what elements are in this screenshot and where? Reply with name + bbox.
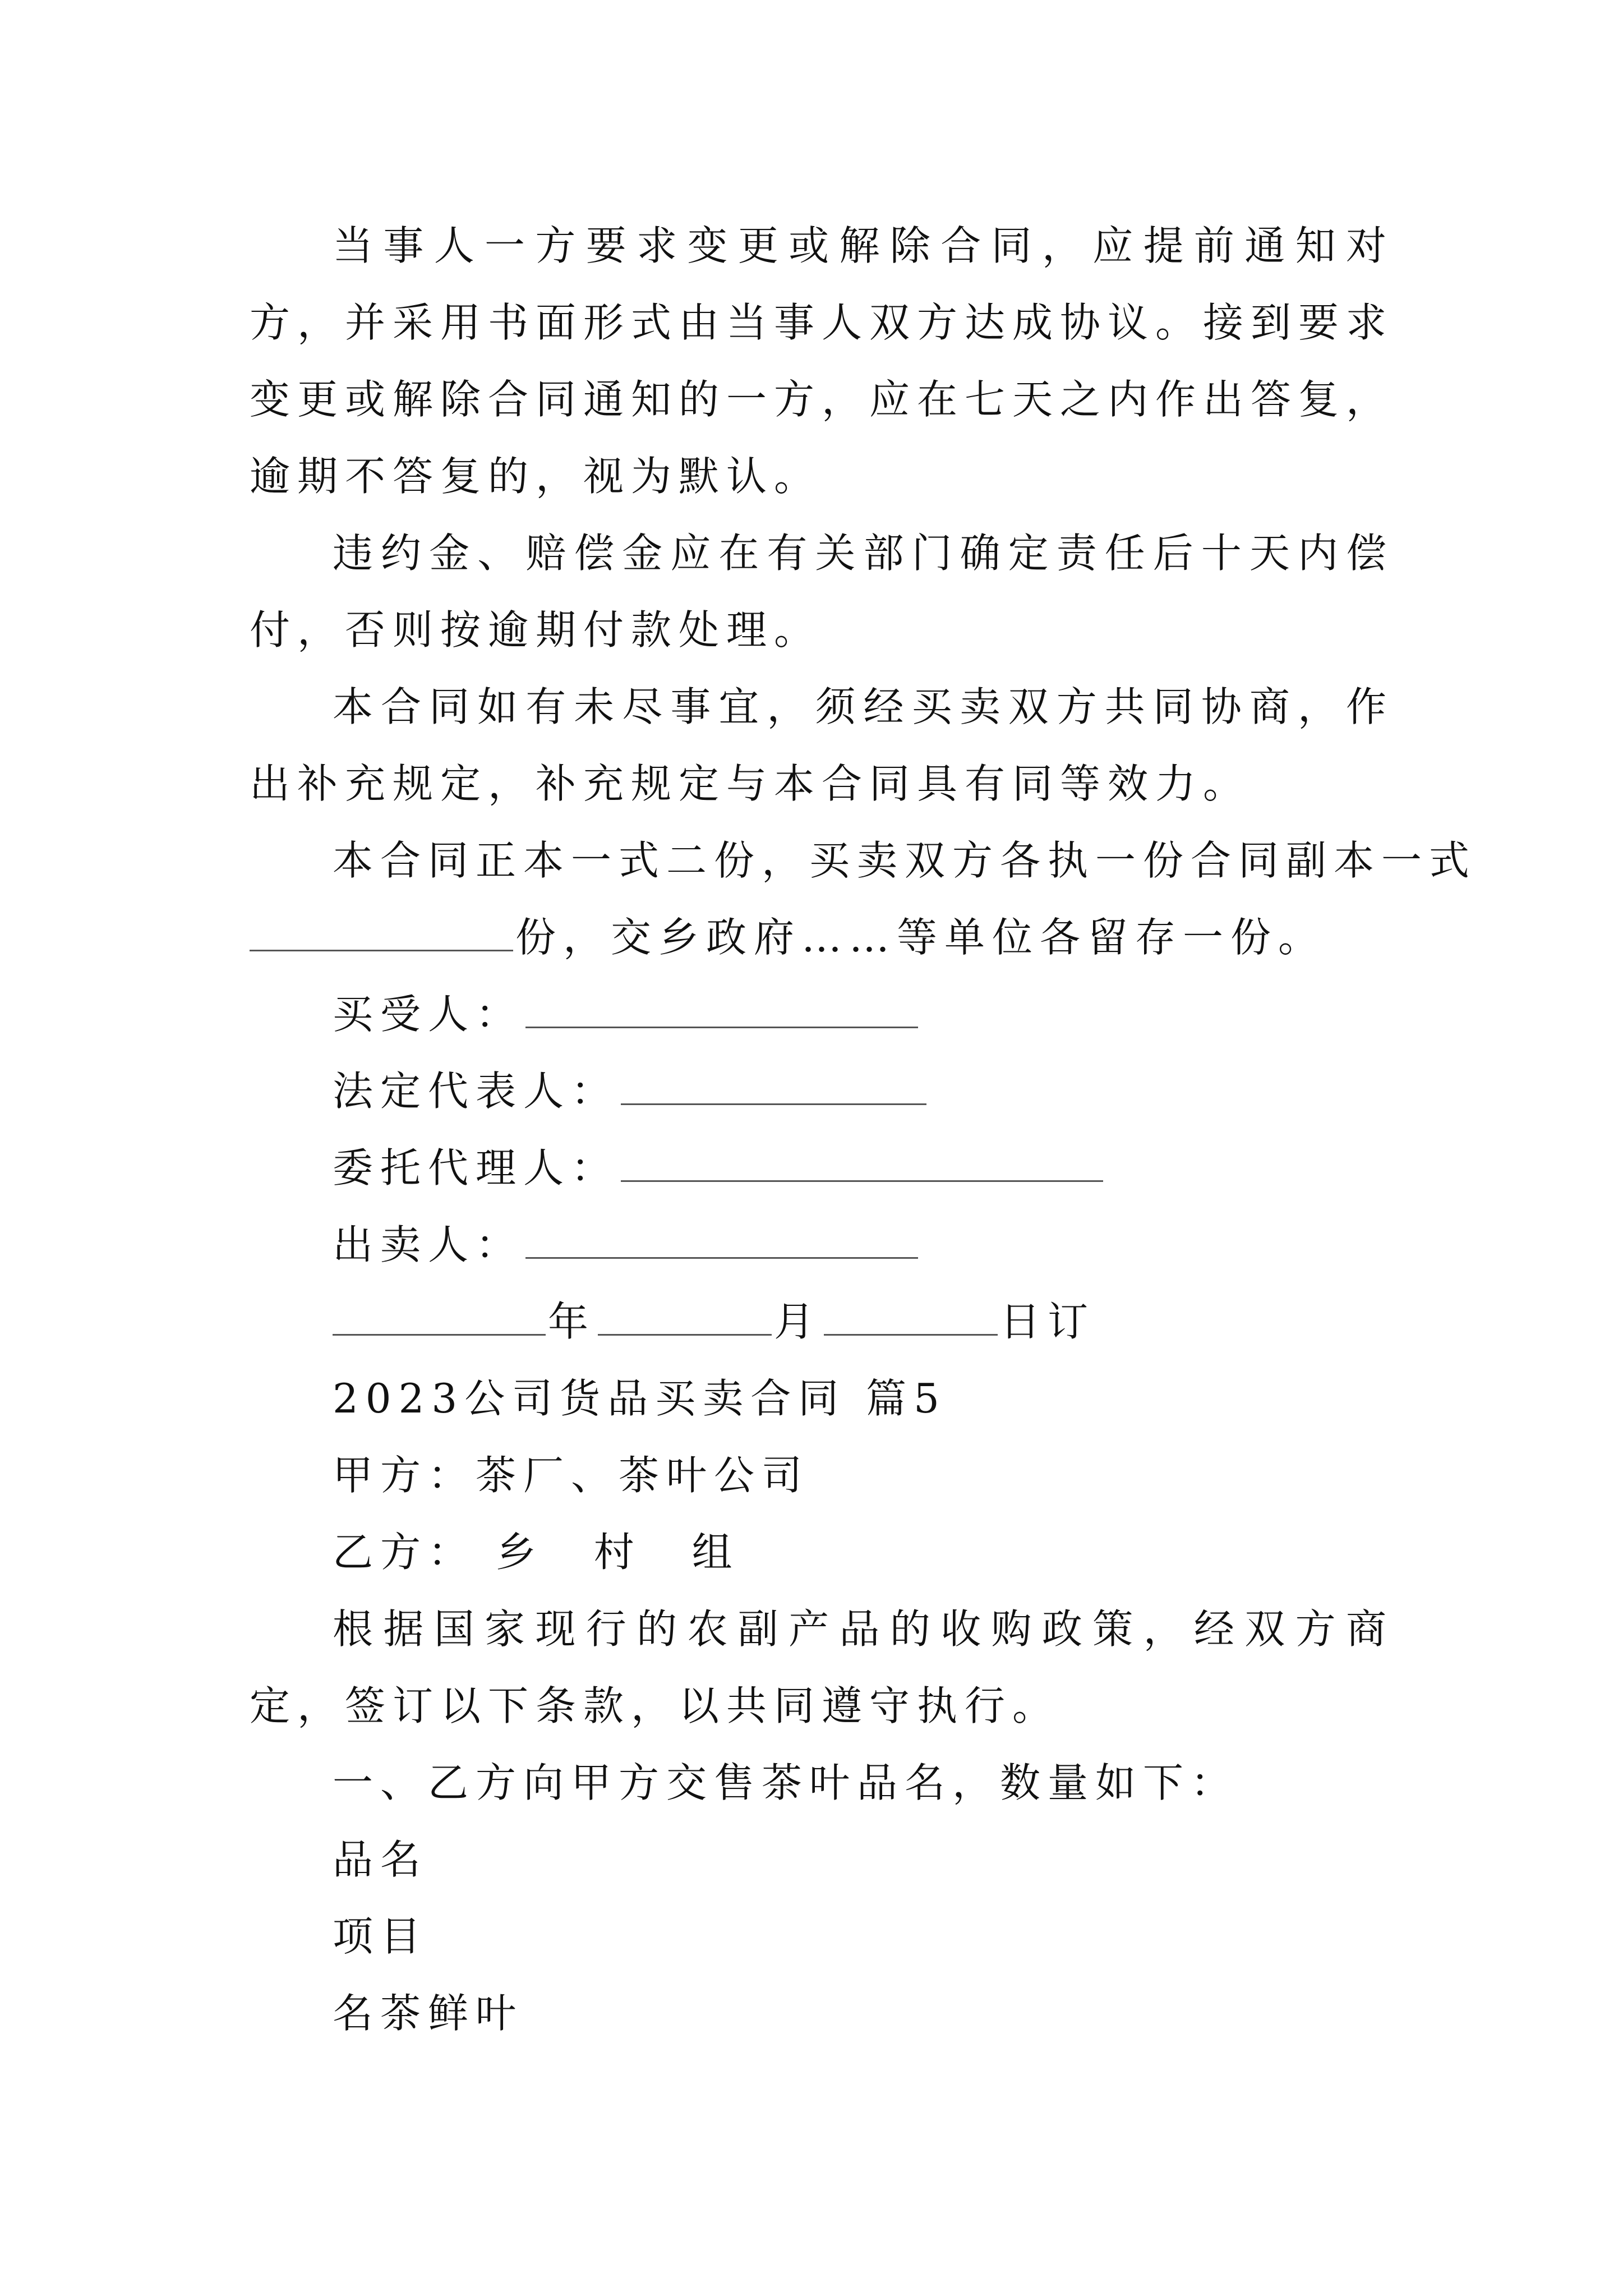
year-blank[interactable] [333, 1306, 546, 1336]
party-b-line [250, 1514, 1394, 1591]
day-blank[interactable] [824, 1306, 998, 1336]
item-fresh-leaf: 名茶鲜叶 [333, 1990, 524, 2037]
agent-blank[interactable] [621, 1152, 1103, 1182]
month-blank[interactable] [598, 1306, 772, 1336]
date-line [250, 1283, 1394, 1360]
item-product-name: 品名 [333, 1836, 428, 1883]
buyer-line [250, 976, 1394, 1053]
document-body [250, 208, 1477, 2052]
agent-line [250, 1130, 1394, 1207]
legal-rep-blank[interactable] [621, 1075, 926, 1105]
buyer-blank[interactable] [525, 999, 918, 1028]
copies-line2-text: 份，交乡政府……等单位各留存一份。 [515, 914, 1326, 961]
party-b-label: 乙方： [333, 1529, 476, 1576]
legal-rep-label: 法定代表人： [333, 1068, 619, 1115]
paragraph-contract-change: 当事人一方要求变更或解除合同，应提前通知对方，并采用书面形式由当事人双方达成协议。接到要求变更或解除合同通知的一方，应在七天之内作出答复，逾期不答复的，视为默认。 [250, 222, 1394, 500]
paragraph-copies-line1: 本合同正本一式二份，买卖双方各执一份合同副本一式 [333, 837, 1477, 884]
paragraph-copies-line2 [250, 899, 1394, 976]
paragraph-supplement: 本合同如有未尽事宜，须经买卖双方共同协商，作出补充规定，补充规定与本合同具有同等效力。 [250, 683, 1394, 807]
paragraph-intro: 根据国家现行的农副产品的收购政策，经双方商定，签订以下条款，以共同遵守执行。 [250, 1605, 1394, 1729]
buyer-label: 买受人： [333, 991, 524, 1038]
year-label: 年 [548, 1298, 596, 1345]
paragraph-penalty: 违约金、赔偿金应在有关部门确定责任后十天内偿付，否则按逾期付款处理。 [250, 530, 1394, 654]
item-project: 项目 [333, 1913, 428, 1960]
clause-one: 一、乙方向甲方交售茶叶品名，数量如下： [333, 1759, 1239, 1806]
day-sign-label: 日订 [1000, 1298, 1096, 1345]
section-heading: 2023公司货品买卖合同 篇5 [333, 1375, 947, 1422]
month-label: 月 [774, 1298, 822, 1345]
seller-line [250, 1207, 1394, 1283]
seller-blank[interactable] [525, 1229, 918, 1259]
legal-rep-line [250, 1053, 1394, 1130]
party-a-line: 甲方：茶厂、茶叶公司 [333, 1452, 810, 1499]
blank-copies-count[interactable] [250, 922, 513, 951]
agent-label: 委托代理人： [333, 1144, 619, 1191]
party-b-value: 乡 村 组 [495, 1529, 755, 1576]
seller-label: 出卖人： [333, 1221, 524, 1268]
